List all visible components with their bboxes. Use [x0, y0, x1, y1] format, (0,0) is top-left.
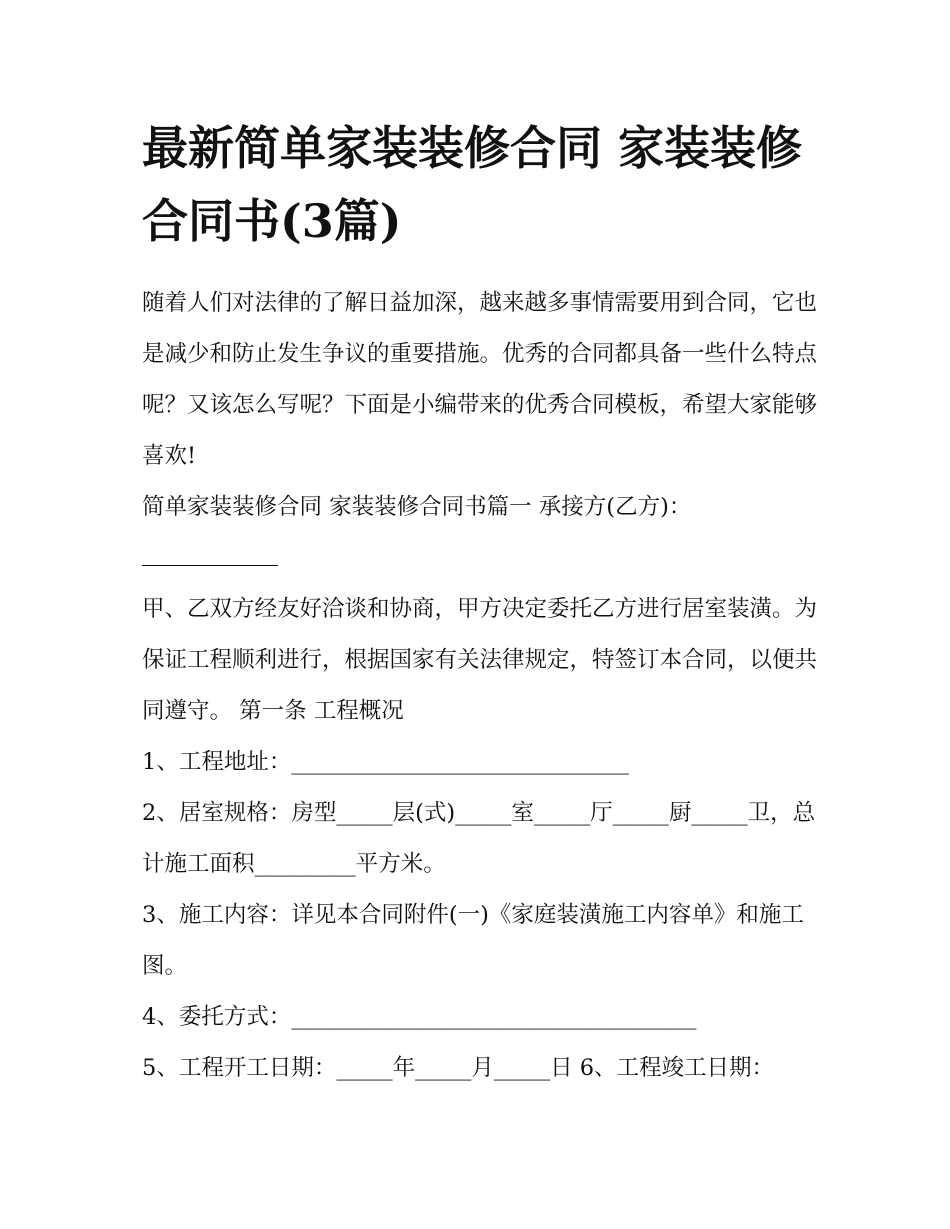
item-construction-content: 3、施工内容：详见本合同附件(一)《家庭装潢施工内容单》和施工图。 [142, 902, 804, 979]
item-project-address: 1、工程地址：______________________________ [142, 749, 629, 775]
blank-underline [142, 565, 278, 566]
intro-paragraph: 随着人们对法律的了解日益加深，越来越多事情需要用到合同，它也是减少和防止发生争议的重要措施。优秀的合同都具备一些什么特点呢？又该怎么写呢？下面是小编带来的优秀合同模板，希望大家能够喜欢! [142, 290, 818, 469]
signature-blank-line [142, 533, 822, 584]
document-title: 最新简单家装装修合同 家装装修合同书(3篇) [142, 121, 803, 248]
item-start-date: 5、工程开工日期：_____年_____月_____日 6、工程竣工日期： [142, 1055, 775, 1081]
item-commission-method: 4、委托方式：____________________________________ [142, 1004, 697, 1030]
paragraph-agreement: 甲、乙双方经友好洽谈和协商，甲方决定委托乙方进行居室装潢。为保证工程顺利进行，根据国家有关法律规定，特签订本合同，以便共同遵守。 第一条 工程概况 [142, 596, 818, 724]
section-heading: 简单家装装修合同 家装装修合同书篇一 承接方(乙方)： [142, 494, 692, 520]
item-room-spec: 2、居室规格：房型_____层(式)_____室_____厅_____厨_____卫，总计施工面积_________平方米。 [142, 800, 816, 877]
document-page [142, 112, 822, 1094]
